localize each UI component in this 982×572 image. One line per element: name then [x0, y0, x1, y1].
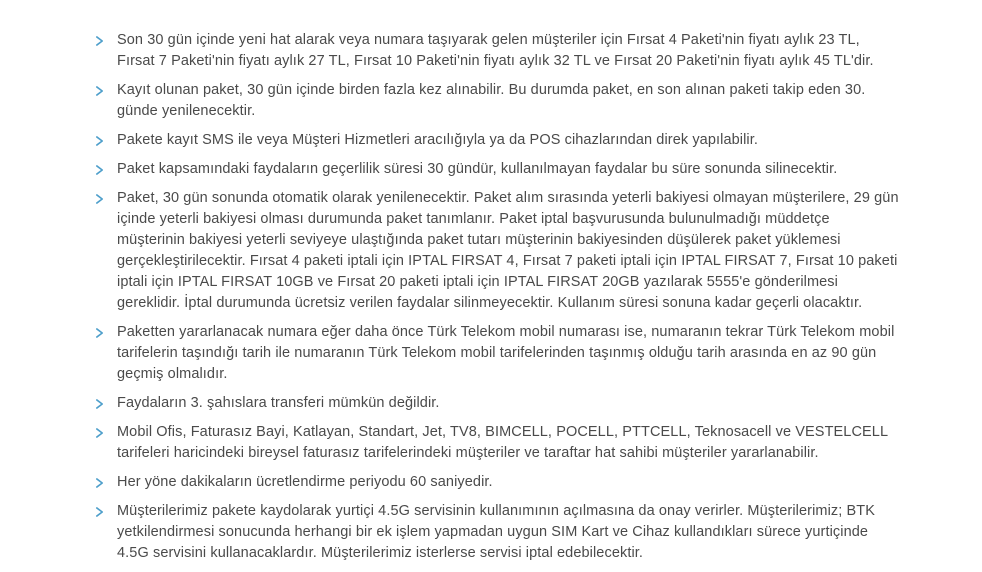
term-text: Mobil Ofis, Faturasız Bayi, Katlayan, Standart, Jet, TV8, BIMCELL, POCELL, PTTCELL, Teknosacell ve VESTELCELL tarifeleri haricindeki bireysel faturasız tarifelerindeki müşteriler ve taraftar hat sahibi müşteriler yararlanabilir.: [117, 424, 888, 461]
list-item: [95, 30, 900, 72]
list-item: [95, 322, 900, 385]
list-item: [95, 472, 900, 493]
list-item: [95, 393, 900, 414]
chevron-right-icon: [95, 164, 104, 176]
list-item: [95, 188, 900, 314]
chevron-right-icon: [95, 398, 104, 410]
term-text: Pakete kayıt SMS ile veya Müşteri Hizmetleri aracılığıyla ya da POS cihazlarından direk yapılabilir.: [117, 132, 759, 148]
term-text: Kayıt olunan paket, 30 gün içinde birden fazla kez alınabilir. Bu durumda paket, en son alınan paketi takip eden 30. günde yenilenecektir.: [117, 82, 866, 119]
term-text: Her yöne dakikaların ücretlendirme periyodu 60 saniyedir.: [117, 474, 493, 490]
chevron-right-icon: [95, 193, 104, 205]
list-item: [95, 422, 900, 464]
term-text: Müşterilerimiz pakete kaydolarak yurtiçi 4.5G servisinin kullanımının açılmasına da onay verirler. Müşterilerimiz; BTK yetkilendirmesi sonucunda herhangi bir ek işlem yapmadan uygun SIM Kart ve Cihaz kullandıkları sürece yurtiçinde 4.5G servisini kullanacaklardır. Müşterilerimiz isterlerse servisi iptal edebilecektir.: [117, 503, 876, 561]
term-text: Paketten yararlanacak numara eğer daha önce Türk Telekom mobil numarası ise, numaranın tekrar Türk Telekom mobil tarifelerin taşındığı tarih ile numaranın Türk Telekom mobil tarifelerinden taşınmış olduğu tarih arasında en az 90 gün geçmiş olmalıdır.: [117, 324, 895, 382]
list-item: [95, 80, 900, 122]
chevron-right-icon: [95, 327, 104, 339]
package-terms-list: [95, 30, 900, 572]
list-item: [95, 501, 900, 564]
term-text: Paket, 30 gün sonunda otomatik olarak yenilenecektir. Paket alım sırasında yeterli bakiyesi olmayan müşterilere, 29 gün içinde yeterli bakiyesi olması durumunda paket tanımlanır. Paket iptal başvurusunda bulunulmadığı müddetçe müşterinin bakiyesi yeterli seviyeye ulaştığında paket tutarı müşterinin bakiyesinden düşülerek paket yüklemesi gerçekleştirilecektir. Fırsat 4 paketi iptali için IPTAL FIRSAT 4, Fırsat 7 paketi iptali için IPTAL FIRSAT 7, Fırsat 10 paketi iptali için IPTAL FIRSAT 10GB ve Fırsat 20 paketi iptali için IPTAL FIRSAT 20GB yazılarak 5555'e gönderilmesi gereklidir. İptal durumunda ücretsiz verilen faydalar silinmeyecektir. Kullanım süresi sonuna kadar geçerli olacaktır.: [117, 190, 899, 311]
chevron-right-icon: [95, 427, 104, 439]
list-item: [95, 159, 900, 180]
chevron-right-icon: [95, 135, 104, 147]
term-text: Son 30 gün içinde yeni hat alarak veya numara taşıyarak gelen müşteriler için Fırsat 4 Paketi'nin fiyatı aylık 23 TL, Fırsat 7 Paketi'nin fiyatı aylık 27 TL, Fırsat 10 Paketi'nin fiyatı aylık 32 TL ve Fırsat 20 Paketi'nin fiyatı aylık 45 TL'dir.: [117, 32, 874, 69]
list-item: [95, 130, 900, 151]
chevron-right-icon: [95, 85, 104, 97]
term-text: Faydaların 3. şahıslara transferi mümkün değildir.: [117, 395, 440, 411]
chevron-right-icon: [95, 506, 104, 518]
term-text: Paket kapsamındaki faydaların geçerlilik süresi 30 gündür, kullanılmayan faydalar bu süre sonunda silinecektir.: [117, 161, 838, 177]
chevron-right-icon: [95, 35, 104, 47]
chevron-right-icon: [95, 477, 104, 489]
